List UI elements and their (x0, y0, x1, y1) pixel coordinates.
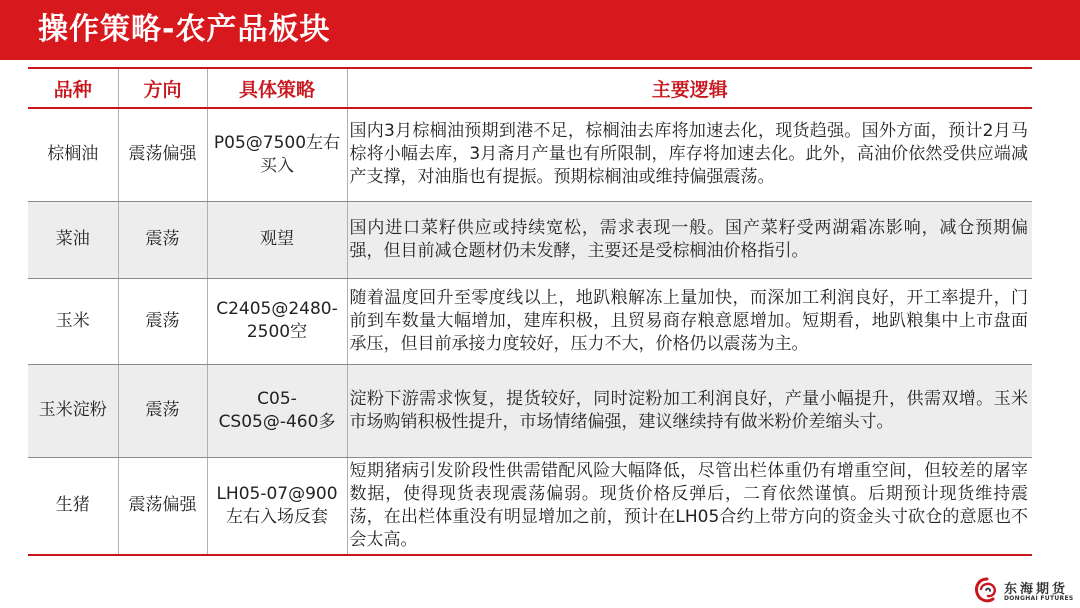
company-logo (972, 576, 1076, 606)
cell-logic: 淀粉下游需求恢复，提货较好，同时淀粉加工利润良好，产量小幅提升，供需双增。玉米市场购销积极性提升，市场情绪偏强，建议继续持有做米粉价差缩头寸。 (347, 364, 1032, 457)
cell-logic: 国内进口菜籽供应或持续宽松，需求表现一般。国产菜籽受两湖霜冻影响，减仓预期偏强，但目前减仓题材仍未发酵，主要还是受棕榈油价格指引。 (347, 201, 1032, 278)
cell-variety: 玉米淀粉 (28, 364, 118, 457)
header-direction: 方向 (118, 68, 207, 108)
table-header-row (28, 68, 1032, 108)
header-logic: 主要逻辑 (347, 68, 1032, 108)
table-row (28, 278, 1032, 364)
cell-variety: 玉米 (28, 278, 118, 364)
cell-logic: 随着温度回升至零度线以上，地趴粮解冻上量加快，而深加工利润良好，开工率提升，门前到车数量大幅增加，建库积极，且贸易商存粮意愿增加。短期看，地趴粮集中上市盘面承压，但目前承接力度较好，压力不大，价格仍以震荡为主。 (347, 278, 1032, 364)
cell-strategy: C2405@2480-2500空 (207, 278, 347, 364)
cell-strategy: P05@7500左右买入 (207, 108, 347, 201)
logo-cn-text: 东海期货 (1004, 582, 1069, 597)
cell-variety: 生猪 (28, 457, 118, 555)
table-row (28, 364, 1032, 457)
table-row (28, 457, 1032, 555)
logo-en-text: DONGHAI FUTURES (1004, 595, 1074, 602)
cell-strategy: LH05-07@900左右入场反套 (207, 457, 347, 555)
strategy-table (28, 67, 1032, 556)
cell-direction: 震荡 (118, 278, 207, 364)
cell-direction: 震荡 (118, 364, 207, 457)
cell-direction: 震荡偏强 (118, 457, 207, 555)
donghai-swirl-logo-icon (972, 576, 1002, 606)
slide-title: 操作策略-农产品板块 (38, 12, 331, 47)
header-strategy: 具体策略 (207, 68, 347, 108)
cell-strategy: 观望 (207, 201, 347, 278)
cell-logic: 短期猪病引发阶段性供需错配风险大幅降低，尽管出栏体重仍有增重空间，但较差的屠宰数据，使得现货表现震荡偏弱。现货价格反弹后，二育依然谨慎。后期预计现货维持震荡，在出栏体重没有明显增加之前，预计在LH05合约上带方向的资金头寸砍仓的意愿也不会太高。 (347, 457, 1032, 555)
table-row (28, 201, 1032, 278)
cell-variety: 菜油 (28, 201, 118, 278)
cell-direction: 震荡偏强 (118, 108, 207, 201)
table-row (28, 108, 1032, 201)
title-bar (0, 0, 1080, 60)
header-variety: 品种 (28, 68, 118, 108)
cell-logic: 国内3月棕榈油预期到港不足，棕榈油去库将加速去化，现货趋强。国外方面，预计2月马棕将小幅去库，3月斋月产量也有所限制，库存将加速去化。此外，高油价依然受供应端减产支撑，对油脂也有提振。预期棕榈油或维持偏强震荡。 (347, 108, 1032, 201)
cell-direction: 震荡 (118, 201, 207, 278)
cell-strategy: C05-CS05@-460多 (207, 364, 347, 457)
cell-variety: 棕榈油 (28, 108, 118, 201)
